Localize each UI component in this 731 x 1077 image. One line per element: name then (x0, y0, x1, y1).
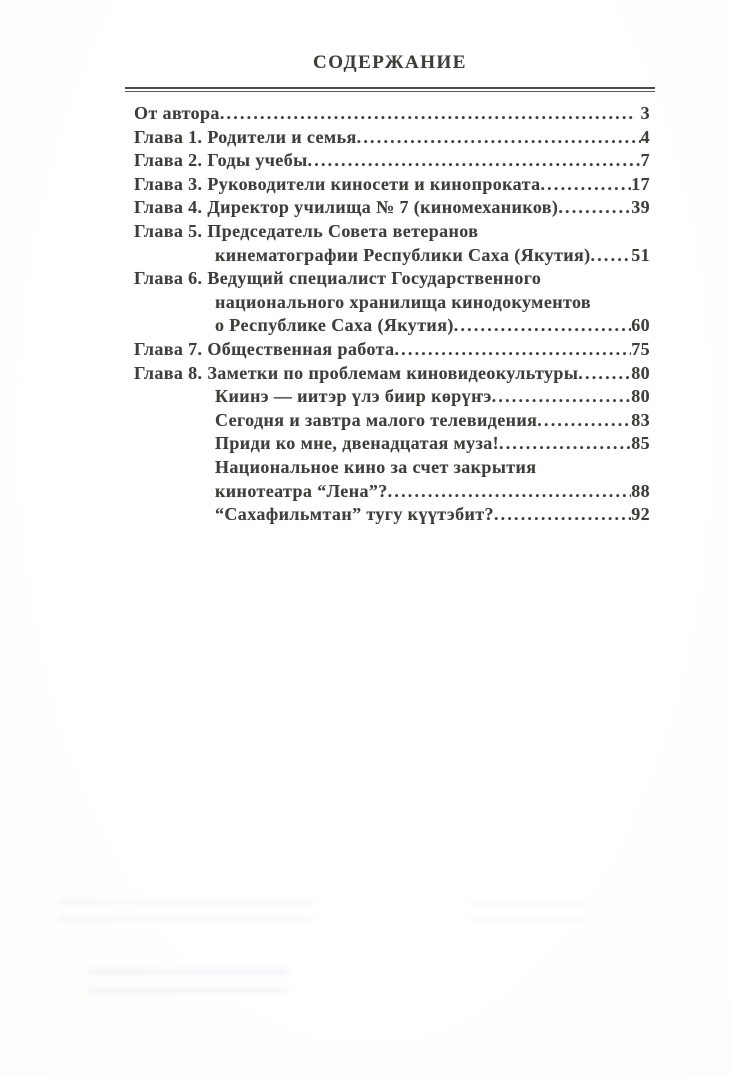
toc-entry-label: Национальное кино за счет закрытия (215, 456, 537, 477)
toc-page-number: 88 (631, 480, 650, 501)
toc-entry-label: Глава 6. Ведущий специалист Государственного (134, 268, 542, 289)
toc-entry-label: “Сахафильмтан” тугу күүтэбит? (215, 504, 494, 525)
leader-dots (220, 103, 635, 124)
toc-row (134, 221, 650, 245)
toc-row (134, 457, 650, 481)
toc-page-number: 92 (631, 504, 650, 525)
leader-dots (492, 386, 632, 407)
toc-row (134, 292, 650, 316)
toc-entry-label: Глава 2. Годы учебы (134, 150, 308, 171)
toc-entry-label: Глава 4. Директор училища № 7 (киномехаников) (134, 197, 559, 218)
leader-dots (454, 315, 631, 336)
leader-dots (308, 150, 641, 171)
toc-page-number: 4 (640, 126, 650, 147)
toc-row (134, 481, 650, 505)
toc-row (134, 150, 650, 174)
toc-page-number: 80 (631, 386, 650, 407)
leader-dots (499, 433, 631, 454)
toc-page-number: 80 (631, 362, 650, 383)
toc-row (134, 386, 650, 410)
toc-row (134, 504, 650, 528)
toc-entry-label: кинотеатра “Лена”? (215, 480, 388, 501)
toc-page-number: 83 (631, 409, 650, 430)
toc-entry-label: национального хранилища кинодокументов (215, 291, 592, 312)
toc-page-number: 17 (631, 173, 650, 194)
toc-content (125, 52, 655, 528)
toc-entry-label: кинематографии Республики Саха (Якутия) (215, 244, 591, 265)
toc-entry-label: о Республике Саха (Якутия) (215, 315, 454, 336)
leader-dots (388, 481, 632, 502)
toc-page-number: 85 (631, 433, 650, 454)
toc-entry-label: Сегодня и завтра малого телевидения (215, 409, 538, 430)
leader-dots (357, 127, 641, 148)
toc-page-number: 7 (640, 150, 650, 171)
toc-entry-label: Глава 8. Заметки по проблемам киновидеокультуры (134, 362, 579, 383)
toc-page-number: 60 (631, 315, 650, 336)
leader-dots (537, 410, 631, 431)
toc-entry-label: Киинэ — иитэр үлэ биир көрүҥэ (215, 386, 492, 407)
toc-row (134, 315, 650, 339)
toc-entry-label: Приди ко мне, двенадцатая муза! (215, 433, 499, 454)
page-title: СОДЕРЖАНИЕ (313, 52, 467, 73)
toc-entry-label: Глава 7. Общественная работа (134, 338, 395, 359)
toc-entry-label: От автора (134, 103, 220, 123)
toc-row (134, 245, 650, 269)
toc-list (125, 103, 655, 528)
toc-row (134, 363, 650, 387)
leader-dots (578, 363, 631, 384)
toc-entry-label: Глава 5. Председатель Совета ветеранов (134, 220, 479, 241)
toc-row (134, 339, 650, 363)
toc-row (134, 127, 650, 151)
leader-dots (394, 339, 631, 360)
show-through-smudge (58, 898, 313, 932)
toc-row (134, 103, 650, 127)
toc-page-number: 3 (640, 103, 650, 123)
double-rule-divider (125, 87, 655, 92)
toc-entry-label: Глава 3. Руководители киносети и кинопроката (134, 173, 541, 194)
toc-row (134, 410, 650, 434)
toc-page-number: 51 (631, 244, 650, 265)
toc-page-number: 39 (631, 197, 650, 218)
toc-row (134, 433, 650, 457)
toc-row (134, 174, 650, 198)
toc-row (134, 268, 650, 292)
toc-row (134, 197, 650, 221)
leader-dots (540, 174, 631, 195)
leader-dots (558, 197, 631, 218)
toc-entry-label: Глава 1. Родители и семья (134, 126, 357, 147)
toc-page-number: 75 (631, 338, 650, 359)
show-through-smudge (470, 900, 590, 926)
show-through-smudge (88, 968, 288, 1000)
leader-dots (591, 245, 632, 266)
leader-dots (494, 504, 631, 525)
